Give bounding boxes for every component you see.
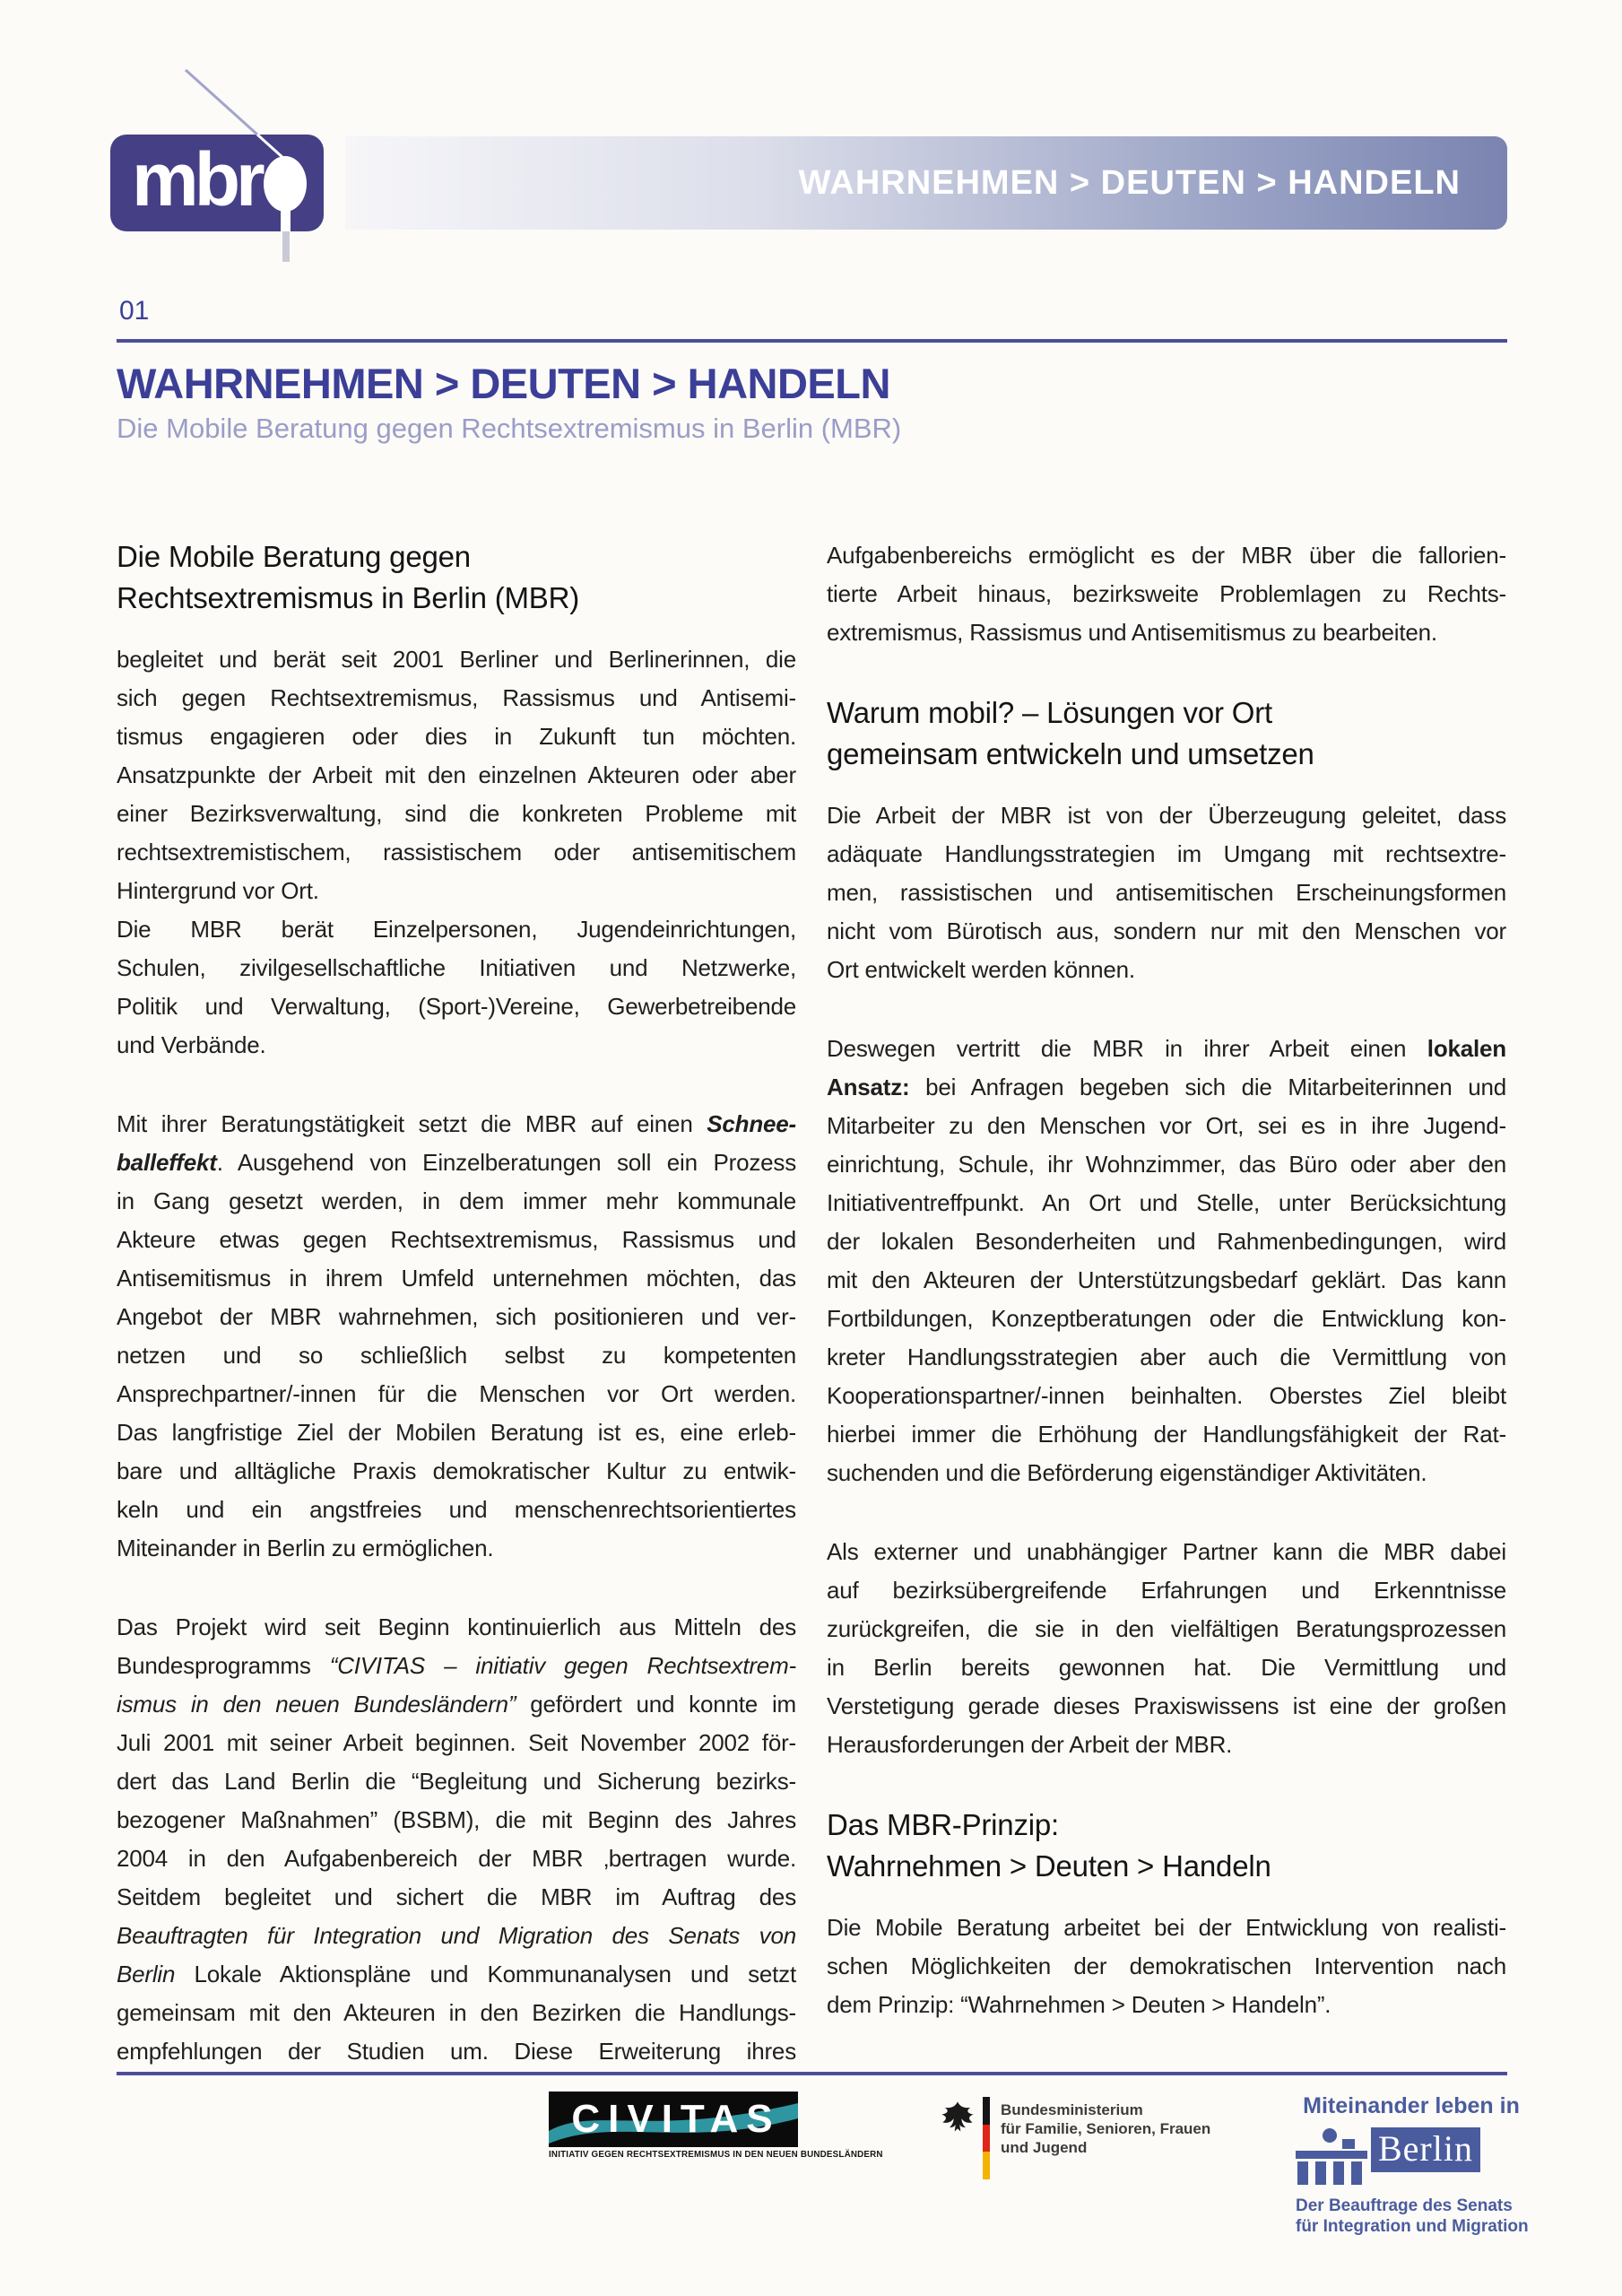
paragraph: [117, 1608, 796, 2071]
berlin-bottom-text: [1296, 2196, 1527, 2237]
text-line: dert das Land Berlin die “Begleitung und Sicherung bezirks-: [117, 1768, 796, 1795]
column-heading: [827, 1805, 1506, 1887]
text-line: Seitdem begleitet und sichert die MBR im Auftrag des: [117, 1883, 796, 1910]
text-line: Die MBR berät Einzelpersonen, Jugendeinrichtungen,: [117, 916, 796, 943]
text-line: adäquate Handlungsstrategien im Umgang mit rechtsextre-: [827, 840, 1506, 867]
column-heading: [117, 536, 796, 619]
text-line: tismus engagieren oder dies in Zukunft tun möchten.: [117, 723, 796, 750]
text-line: Juli 2001 mit seiner Arbeit beginnen. Seit November 2002 för-: [117, 1729, 796, 1756]
text-line: mit den Akteuren der Unterstützungsbedarf geklärt. Das kann: [827, 1266, 1506, 1293]
paragraph: [827, 1030, 1506, 1492]
berlin-wordmark: Berlin: [1378, 2127, 1473, 2169]
berlin-logo: [1296, 2093, 1527, 2237]
brandenburg-gate-icon: [1296, 2127, 1367, 2185]
berlin-top-text: Miteinander leben in: [1303, 2093, 1520, 2118]
text-line: Berlin Lokale Aktionspläne und Kommunanalysen und setzt: [117, 1961, 796, 1987]
bmfsfj-text: [1001, 2100, 1210, 2179]
text-line: rechtsextremistischem, rassistischem oder antisemitischem: [117, 839, 796, 865]
text-line: Ansatz: bei Anfragen begeben sich die Mitarbeiterinnen und: [827, 1074, 1506, 1100]
bmfsfj-line: für Familie, Senioren, Frauen: [1001, 2120, 1211, 2137]
bmfsfj-line: und Jugend: [1001, 2139, 1088, 2156]
text-line: gemeinsam mit den Akteuren in den Bezirken die Handlungs-: [117, 1999, 796, 2026]
text-line: ismus in den neuen Bundesländern” gefördert und konnte im: [117, 1691, 796, 1718]
civitas-logo-box: [549, 2092, 798, 2147]
federal-eagle-icon: [940, 2100, 976, 2135]
text-line: Ansatzpunkte der Arbeit mit den einzelnen Akteuren oder aber: [117, 761, 796, 788]
text-line: Kooperationspartner/-innen beinhalten. Oberstes Ziel bleibt: [827, 1382, 1506, 1409]
civitas-wordmark: CIVITAS: [571, 2097, 781, 2141]
text-line: Das Projekt wird seit Beginn kontinuierlich aus Mitteln des: [117, 1613, 796, 1640]
civitas-logo: [549, 2092, 883, 2160]
text-line: Initiativentreffpunkt. An Ort und Stelle, unter Berücksichtung: [827, 1189, 1506, 1216]
text-line: Das MBR-Prinzip:: [827, 1808, 1060, 1841]
text-line: Die Mobile Beratung arbeitet bei der Entwicklung von realisti-: [827, 1914, 1506, 1941]
bottom-divider: [117, 2072, 1507, 2075]
text-line: dem Prinzip: “Wahrnehmen > Deuten > Handeln”.: [827, 1991, 1331, 2018]
paragraph: [827, 1909, 1506, 2024]
text-line: gemeinsam entwickeln und umsetzen: [827, 737, 1314, 770]
text-line: nicht vom Bürotisch aus, sondern nur mit den Menschen vor: [827, 918, 1506, 944]
text-line: netzen und so schließlich selbst zu kompetenten: [117, 1342, 796, 1369]
text-line: bare und alltägliche Praxis demokratischer Kultur zu entwik-: [117, 1457, 796, 1484]
title-block: [117, 361, 901, 445]
text-line: Bundesprogramms “CIVITAS – initiativ gegen Rechtsextrem-: [117, 1652, 796, 1679]
text-line: begleitet und berät seit 2001 Berliner und Berlinerinnen, die: [117, 646, 796, 673]
text-line: Wahrnehmen > Deuten > Handeln: [827, 1849, 1271, 1883]
text-line: balleffekt. Ausgehend von Einzelberatungen soll ein Prozess: [117, 1149, 796, 1176]
text-line: Antisemitismus in ihrem Umfeld unternehmen möchten, das: [117, 1265, 796, 1292]
berlin-bottom-line: Der Beauftrage des Senats: [1296, 2196, 1513, 2215]
text-line: Rechtsextremismus in Berlin (MBR): [117, 581, 580, 614]
plumb-bob-icon: [108, 54, 359, 278]
page-number: 01: [119, 296, 150, 326]
text-line: zurückgreifen, die sie in den vielfältigen Beratungsprozessen: [827, 1615, 1506, 1642]
text-line: Die Mobile Beratung gegen: [117, 540, 471, 573]
text-line: einer Bezirksverwaltung, sind die konkreten Probleme mit: [117, 800, 796, 827]
text-line: der lokalen Besonderheiten und Rahmenbedingungen, wird: [827, 1228, 1506, 1255]
text-line: Beauftragten für Integration und Migration des Senats von: [117, 1922, 796, 1949]
text-line: empfehlungen der Studien um. Diese Erweiterung ihres: [117, 2038, 796, 2065]
header-banner-text: WAHRNEHMEN > DEUTEN > HANDELN: [798, 163, 1461, 202]
text-line: auf bezirksübergreifende Erfahrungen und Erkenntnisse: [827, 1577, 1506, 1604]
column-heading: [827, 692, 1506, 775]
text-line: Deswegen vertritt die MBR in ihrer Arbeit einen lokalen: [827, 1035, 1506, 1062]
berlin-logo-row: [1296, 2127, 1527, 2185]
text-line: extremismus, Rassismus und Antisemitismus zu bearbeiten.: [827, 619, 1437, 646]
text-line: und Verbände.: [117, 1031, 266, 1058]
civitas-caption: INITIATIV GEGEN RECHTSEXTREMISMUS IN DEN NEUEN BUNDESLÄNDERN: [549, 2150, 883, 2160]
paragraph: [117, 640, 796, 1065]
text-line: sich gegen Rechtsextremismus, Rassismus und Antisemi-: [117, 684, 796, 711]
text-line: Aufgabenbereichs ermöglicht es der MBR über die fallorien-: [827, 542, 1506, 569]
text-line: Angebot der MBR wahrnehmen, sich positionieren und ver-: [117, 1303, 796, 1330]
text-line: einrichtung, Schule, ihr Wohnzimmer, das Büro oder aber den: [827, 1151, 1506, 1178]
text-line: Die Arbeit der MBR ist von der Überzeugung geleitet, dass: [827, 802, 1506, 829]
text-line: Hintergrund vor Ort.: [117, 877, 319, 904]
text-line: Herausforderungen der Arbeit der MBR.: [827, 1731, 1233, 1758]
text-line: Akteure etwas gegen Rechtsextremismus, Rassismus und: [117, 1226, 796, 1253]
text-line: Mit ihrer Beratungstätigkeit setzt die MBR auf einen Schnee-: [117, 1110, 796, 1137]
text-line: Fortbildungen, Konzeptberatungen oder die Entwicklung kon-: [827, 1305, 1506, 1332]
text-line: Schulen, zivilgesellschaftliche Initiativen und Netzwerke,: [117, 954, 796, 981]
top-divider: [117, 339, 1507, 343]
text-line: Das langfristige Ziel der Mobilen Beratung ist es, eine erleb-: [117, 1419, 796, 1446]
column-left: [117, 536, 796, 2071]
text-line: in Gang gesetzt werden, in dem immer mehr kommunale: [117, 1187, 796, 1214]
flag-red-stripe: [983, 2125, 990, 2152]
text-line: in Berlin bereits gewonnen hat. Die Vermittlung und: [827, 1654, 1506, 1681]
paragraph: [827, 796, 1506, 989]
berlin-wordmark-box: [1371, 2127, 1480, 2172]
german-flag-bar: [983, 2097, 990, 2179]
text-line: bezogener Maßnahmen” (BSBM), die mit Beginn des Jahres: [117, 1806, 796, 1833]
text-line: Verstetigung gerade dieses Praxiswissens ist eine der großen: [827, 1692, 1506, 1719]
text-line: Ansprechpartner/-innen für die Menschen vor Ort werden.: [117, 1380, 796, 1407]
flag-black-stripe: [983, 2097, 990, 2125]
page-subtitle: Die Mobile Beratung gegen Rechtsextremismus in Berlin (MBR): [117, 413, 902, 444]
bmfsfj-logo: [940, 2097, 1210, 2179]
flag-gold-stripe: [983, 2152, 990, 2179]
paragraph: [827, 1533, 1506, 1764]
text-line: Miteinander in Berlin zu ermöglichen.: [117, 1535, 494, 1561]
text-line: tierte Arbeit hinaus, bezirksweite Problemlagen zu Rechts-: [827, 580, 1506, 607]
text-line: suchenden und die Beförderung eigenständiger Aktivitäten.: [827, 1459, 1427, 1486]
paragraph: [827, 536, 1506, 652]
page-title: WAHRNEHMEN > DEUTEN > HANDELN: [117, 360, 890, 407]
paragraph: [117, 1105, 796, 1568]
header-banner: [345, 136, 1507, 230]
text-line: schen Möglichkeiten der demokratischen Intervention nach: [827, 1952, 1506, 1979]
text-line: Politik und Verwaltung, (Sport-)Vereine, Gewerbetreibende: [117, 993, 796, 1020]
column-right: [827, 536, 1506, 2024]
text-line: hierbei immer die Erhöhung der Handlungsfähigkeit der Rat-: [827, 1421, 1506, 1448]
text-line: 2004 in den Aufgabenbereich der MBR ‚bertragen wurde.: [117, 1845, 796, 1872]
text-line: keln und ein angstfreies und menschenrechtsorientiertes: [117, 1496, 796, 1523]
text-line: Ort entwickelt werden können.: [827, 956, 1135, 983]
mbr-logo-text: mbr: [132, 137, 261, 222]
text-line: kreter Handlungsstrategien aber auch die Vermittlung von: [827, 1344, 1506, 1370]
berlin-bottom-line: für Integration und Migration: [1296, 2217, 1529, 2236]
text-line: men, rassistischen und antisemitischen Erscheinungsformen: [827, 879, 1506, 906]
bmfsfj-line: Bundesministerium: [1001, 2101, 1143, 2118]
text-line: Warum mobil? – Lösungen vor Ort: [827, 696, 1272, 729]
text-line: Als externer und unabhängiger Partner kann die MBR dabei: [827, 1538, 1506, 1565]
text-line: Mitarbeiter zu den Menschen vor Ort, sei es in ihre Jugend-: [827, 1112, 1506, 1139]
